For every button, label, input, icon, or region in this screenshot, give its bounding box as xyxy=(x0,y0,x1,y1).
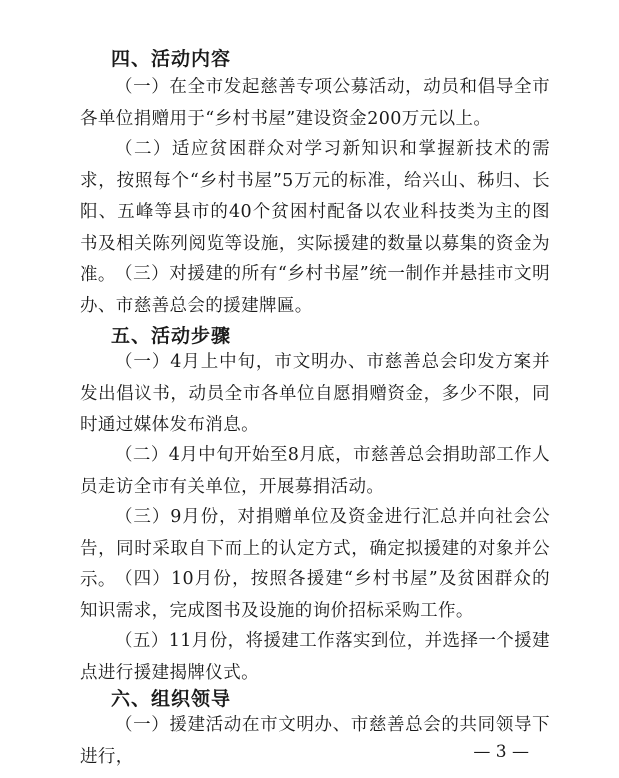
paragraph-4-3: （三）对援建的所有“乡村书屋”统一制作并悬挂市文明办、市慈善总会的援建牌匾。 xyxy=(80,264,550,316)
page-number: — 3 — xyxy=(473,742,529,762)
paragraph-6-1: （一）援建活动在市文明办、市慈善总会的共同领导下进行， xyxy=(80,715,550,767)
paragraph-5-2: （二）4月中旬开始至8月底，市慈善总会捐助部工作人员走访全市有关单位，开展募捐活动。 xyxy=(80,445,550,497)
paragraph-5-4: （四）10月份，按照各援建“乡村书屋”及贫困群众的知识需求，完成图书及设施的询价招标采购工作。 xyxy=(80,569,550,621)
paragraph-5-3: （三）9月份，对捐赠单位及资金进行汇总并向社会公告，同时采取自下而上的认定方式，确定拟援建的对象并公示。 xyxy=(80,507,550,590)
paragraph-4-1: （一）在全市发起慈善专项公募活动，动员和倡导全市各单位捐赠用于“乡村书屋”建设资金200万元以上。 xyxy=(80,77,550,129)
section-heading-4: 四、活动内容 xyxy=(111,48,232,70)
paragraph-5-1: （一）4月上中旬，市文明办、市慈善总会印发方案并发出倡议书，动员全市各单位自愿捐赠资金，多少不限，同时通过媒体发布消息。 xyxy=(80,352,550,435)
section-heading-6: 六、组织领导 xyxy=(111,688,232,710)
section-heading-5: 五、活动步骤 xyxy=(111,325,232,347)
paragraph-5-5: （五）11月份，将援建工作落实到位，并选择一个援建点进行援建揭牌仪式。 xyxy=(80,631,550,683)
paragraph-4-2: （二）适应贫困群众对学习新知识和掌握新技术的需求，按照每个“乡村书屋”5万元的标准，给兴山、秭归、长阳、五峰等县市的40个贫困村配备以农业科技类为主的图书及相关陈列阅览等设施，实际援建的数量以募集的资金为准。 xyxy=(80,139,550,285)
